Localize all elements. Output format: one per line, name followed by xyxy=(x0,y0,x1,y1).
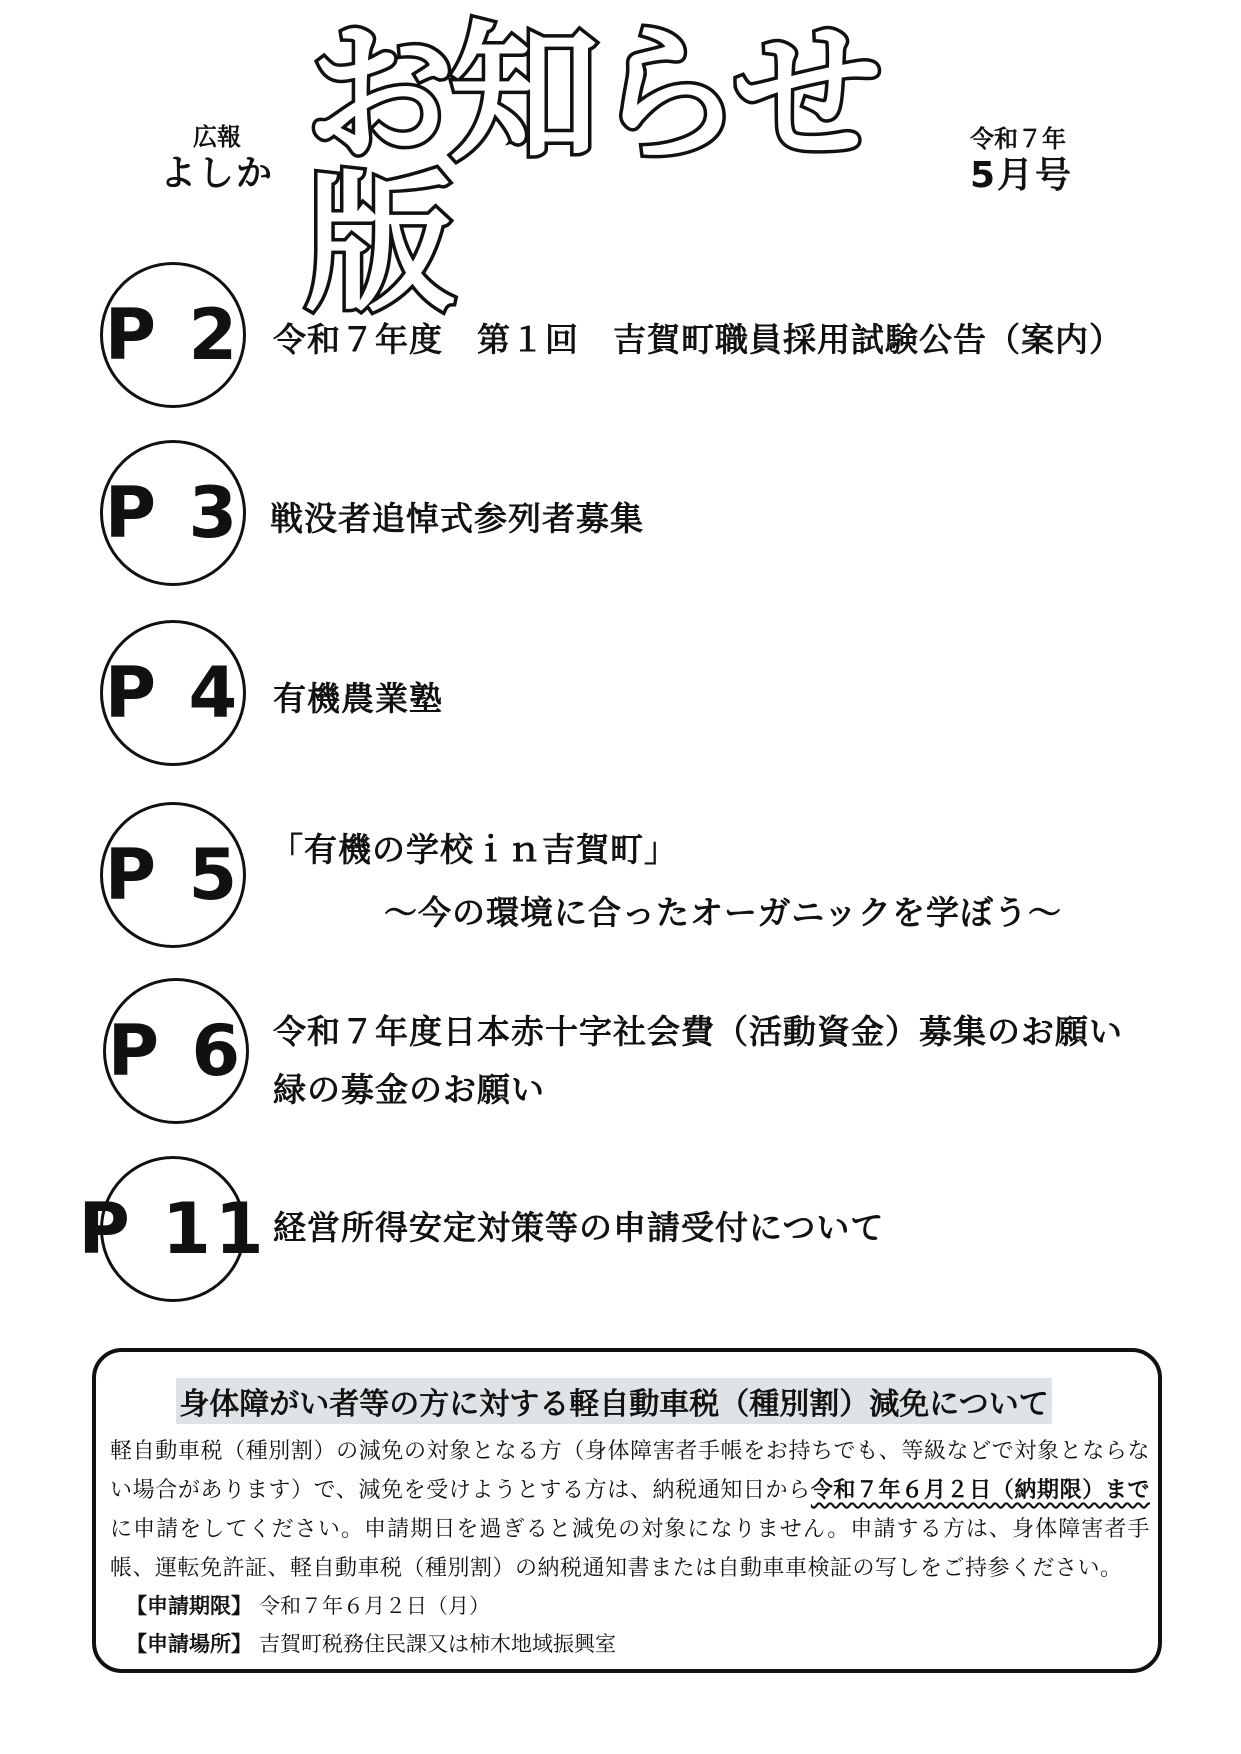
deadline-emphasis: 令和７年６月２日（納期限）まで xyxy=(810,1478,1151,1503)
issue-era: 令和７年 xyxy=(970,125,1066,153)
contents-item-title: 経営所得安定対策等の申請受付について xyxy=(273,1208,885,1247)
notice-box xyxy=(92,1348,1162,1673)
masthead-title: お知らせ版 xyxy=(305,8,877,332)
application-place-row xyxy=(126,1628,616,1658)
application-place-value: 吉賀町税務住民課又は柿木地域振興室 xyxy=(259,1632,616,1656)
contents-item-title: 有機農業塾 xyxy=(273,679,443,718)
contents-item-title: 緑の募金のお願い xyxy=(273,1070,545,1109)
application-place-label: 【申請場所】 xyxy=(126,1632,252,1656)
page-number-badge: P 5 xyxy=(100,802,246,948)
masthead xyxy=(305,8,945,332)
issue-info xyxy=(970,124,1073,198)
contents-item-title: 令和７年度日本赤十字社会費（活動資金）募集のお願い xyxy=(273,1012,1123,1051)
page-number-badge: P 6 xyxy=(103,978,249,1124)
publisher-name xyxy=(160,122,274,196)
contents-item-title: 「有機の学校ｉｎ吉賀町」 xyxy=(270,830,678,869)
publisher-big-label: よしか xyxy=(160,153,275,194)
contents-item-title: 戦没者追悼式参列者募集 xyxy=(270,499,644,538)
application-period-label: 【申請期限】 xyxy=(126,1594,252,1618)
issue-month: 5月号 xyxy=(970,155,1074,196)
contents-item-title: 令和７年度 第１回 吉賀町職員採用試験公告（案内） xyxy=(273,320,1123,359)
notice-body: 軽自動車税（種別割）の減免の対象となる方（身体障害者手帳をお持ちでも、等級などで対象とならない場合があります）で、減免を受けようとする方は、納税通知日から令和７年６月２日（納期限）までに申請をしてください。申請期日を過ぎると減免の対象になりません。申請する方は、身体障害者手帳、運転免許証、軽自動車税（種別割）の納税通知書または自動車車検証の写しをご持参ください。 xyxy=(110,1439,1151,1581)
publisher-small-label: 広報 xyxy=(193,123,241,151)
page-number-badge: P 3 xyxy=(100,440,246,586)
notice-heading: 身体障がい者等の方に対する軽自動車税（種別割）減免について xyxy=(176,1378,1052,1424)
page-number-badge: P 2 xyxy=(100,262,246,408)
application-period-value: 令和７年６月２日（月） xyxy=(259,1594,490,1618)
page-number-badge: P 4 xyxy=(100,620,246,766)
application-period-row xyxy=(126,1590,490,1620)
page-number-badge: P 11 xyxy=(100,1156,246,1302)
contents-item-subtitle: ～今の環境に合ったオーガニックを学ぼう～ xyxy=(384,893,1063,932)
